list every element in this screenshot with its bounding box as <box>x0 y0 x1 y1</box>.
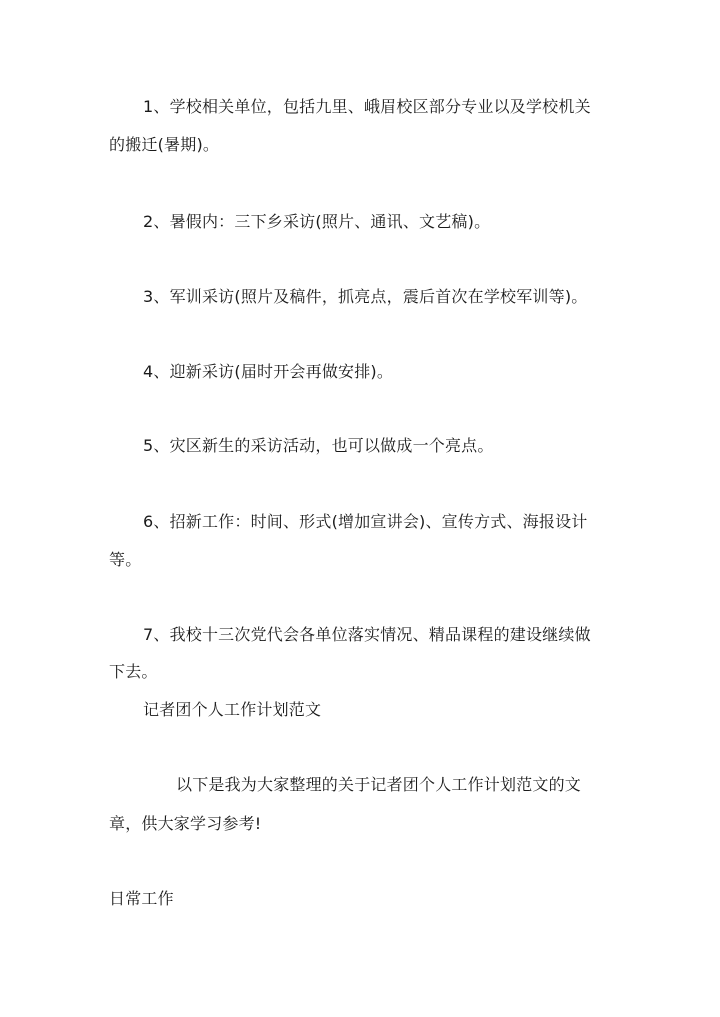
list-item-7-line-2: 下去。 <box>109 662 158 681</box>
list-item-3: 3、军训采访(照片及稿件，抓亮点，震后首次在学校军训等)。 <box>143 287 588 306</box>
intro-line-2: 章，供大家学习参考! <box>109 814 262 833</box>
list-item-5: 5、灾区新生的采访活动，也可以做成一个亮点。 <box>143 436 494 455</box>
list-item-2: 2、暑假内：三下乡采访(照片、通讯、文艺稿)。 <box>143 212 491 231</box>
intro-line-1: 以下是我为大家整理的关于记者团个人工作计划范文的文 <box>176 775 582 794</box>
article-title: 记者团个人工作计划范文 <box>143 700 322 719</box>
list-item-1-line-2: 的搬迁(暑期)。 <box>109 135 220 154</box>
list-item-1-line-1: 1、学校相关单位，包括九里、峨眉校区部分专业以及学校机关 <box>143 97 591 116</box>
list-item-4: 4、迎新采访(届时开会再做安排)。 <box>143 362 394 381</box>
list-item-7-line-1: 7、我校十三次党代会各单位落实情况、精品课程的建设继续做 <box>143 625 591 644</box>
list-item-6-line-2: 等。 <box>109 550 142 569</box>
list-item-6-line-1: 6、招新工作：时间、形式(增加宣讲会)、宣传方式、海报设计 <box>143 512 588 531</box>
section-heading: 日常工作 <box>109 889 174 908</box>
